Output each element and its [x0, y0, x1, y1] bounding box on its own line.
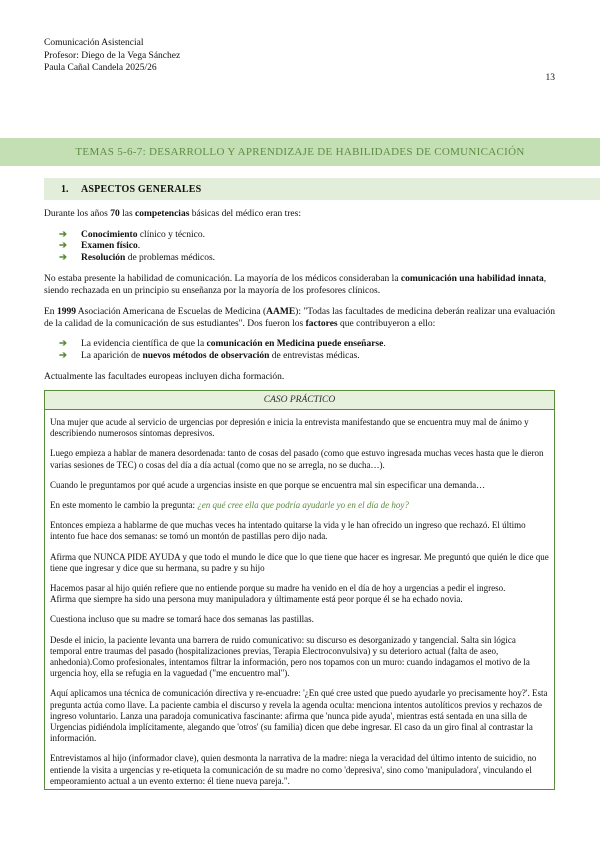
- case-paragraph: Entonces empieza a hablarme de que muchas veces ha intentado quitarse la vida y le han ofrecido un ingreso que rechazó. El último intento fue hace dos semanas: se tomó un montón de pastillas pero dijo nada.: [50, 520, 526, 542]
- arrow-icon: ➔: [59, 241, 67, 251]
- list-item: ➔ Resolución de problemas médicos.: [59, 252, 216, 263]
- header-author: Paula Cañal Candela 2025/26: [44, 63, 157, 73]
- page-number: 13: [545, 73, 555, 83]
- arrow-icon: ➔: [59, 339, 67, 349]
- section-heading: [44, 178, 600, 200]
- arrow-icon: ➔: [59, 252, 67, 263]
- main-content: [44, 209, 557, 384]
- case-paragraph: Entrevistamos al hijo (informador clave), quien desmonta la narrativa de la madre: niega la veracidad del último intento de suicidio, no entiende la visita a urgencias y re-etiqueta la comunicación de su madre no como 'depresiva', sino como 'manipuladora', vinculando el empeoramiento actual a un evento externo: él tiene nueva pareja.".: [50, 753, 537, 786]
- paragraph-current: Actualmente las facultades europeas incluyen dicha formación.: [44, 372, 285, 382]
- case-paragraph: Hacemos pasar al hijo quién refiere que no entiende porque su madre ha venido en el día de hoy a urgencias a pedir el ingreso. Afirma que siempre ha sido una persona muy manipuladora y últimamente está peor porque él se ha echado novia.: [50, 583, 506, 605]
- list-item: ➔ Examen físico.: [59, 241, 141, 251]
- section-number: 1.: [61, 183, 69, 195]
- case-paragraph: Luego empieza a hablar de manera desordenada: tanto de cosas del pasado (como que estuvo ingresada muchas veces hasta que le dieron varias sesiones de TEC) o cosas del día a día actual (como que no se arregla, no se ducha…).: [50, 448, 544, 470]
- case-study-body: [45, 410, 554, 787]
- header-professor: Profesor: Diego de la Vega Sánchez: [44, 50, 181, 61]
- paragraph-communication: No estaba presente la habilidad de comunicación. La mayoría de los médicos consideraban la comunicación una habilidad innata, siendo rechazada en un principio su enseñanza por la mayoría de los profesores clínicos.: [44, 274, 547, 296]
- case-paragraph: Desde el inicio, la paciente levanta una barrera de ruido comunicativo: su discurso es desorganizado y tangencial. Salta sin lógica temporal entre traumas del pasado (hospitalizaciones previas, Terapia Electroconvulsiva) y su deterioro actual (falta de aseo, anhedonia).Como profesionales, intentamos filtrar la información, pero nos topamos con un muro: cuando indagamos el motivo de la urgencia hoy, ella se refugia en la vaguedad ("me encuentro mal").: [50, 634, 530, 679]
- topic-title: TEMAS 5-6-7: DESARROLLO Y APRENDIZAJE DE HABILIDADES DE COMUNICACIÓN: [75, 146, 525, 158]
- document-header: [44, 37, 180, 75]
- case-paragraph: Cuando le preguntamos por qué acude a urgencias insiste en que porque se encuentra mal sin especificar una demanda…: [50, 479, 486, 490]
- intro-paragraph: Durante los años 70 las competencias básicas del médico eran tres:: [44, 209, 301, 219]
- arrow-icon: ➔: [59, 350, 67, 361]
- competencias-list: [44, 230, 557, 265]
- case-paragraph: Una mujer que acude al servicio de urgencias por depresión e inicia la entrevista manifestando que se encuentra muy mal de ánimo y describiendo numerosos síntomas depresivos.: [50, 417, 529, 439]
- arrow-icon: ➔: [59, 229, 67, 240]
- header-course: Comunicación Asistencial: [44, 38, 144, 48]
- topic-title-band: [0, 138, 600, 166]
- case-paragraph: Aquí aplicamos una técnica de comunicación directiva y re-encuadre: '¿En qué cree usted que puedo ayudarle yo precisamente hoy?'. Esta pregunta actúa como llave. La paciente cambia el discurso y revela la agenda oculta: menciona intentos autolíticos previos y rechazos de ingreso voluntario. Lanza una paradoja comunicativa fascinante: afirma que 'nunca pide ayuda', mientras está sentada en una silla de Urgencias pidiéndola implícitamente, alegando que 'otros' (su familia) dicen que debe ingresar. El caso da un giro final al contrastar la información.: [50, 688, 548, 744]
- list-item: ➔ La aparición de nuevos métodos de observación de entrevistas médicas.: [59, 350, 360, 361]
- paragraph-aame: En 1999 Asociación Americana de Escuelas de Medicina (AAME): "Todas las facultades de medicina deberán realizar una evaluación de la calidad de la comunicación de sus estudiantes". Dos fueron los factores que contribuyeron a ello:: [44, 307, 556, 329]
- factores-list: [44, 339, 557, 362]
- case-study-box: [44, 390, 555, 790]
- list-item: ➔ La evidencia científica de que la comunicación en Medicina puede enseñarse.: [59, 339, 386, 349]
- case-study-title: CASO PRÁCTICO: [45, 391, 554, 410]
- case-paragraph: Afirma que NUNCA PIDE AYUDA y que todo el mundo le dice que lo que tiene que hacer es ingresar. Me preguntó que quién le dice que tiene que ingresar y dice que su hermana, su padre y su hijo: [50, 551, 549, 573]
- list-item: ➔ Conocimiento clínico y técnico.: [59, 229, 205, 240]
- section-title: ASPECTOS GENERALES: [81, 183, 202, 195]
- key-question: ¿en qué cree ella que podría ayudarle yo en el día de hoy?: [197, 500, 409, 511]
- case-paragraph: En este momento le cambio la pregunta: ¿en qué cree ella que podría ayudarle yo en el día de hoy?: [50, 500, 409, 511]
- case-paragraph: Cuestiona incluso que su madre se tomará hace dos semanas las pastillas.: [50, 614, 314, 625]
